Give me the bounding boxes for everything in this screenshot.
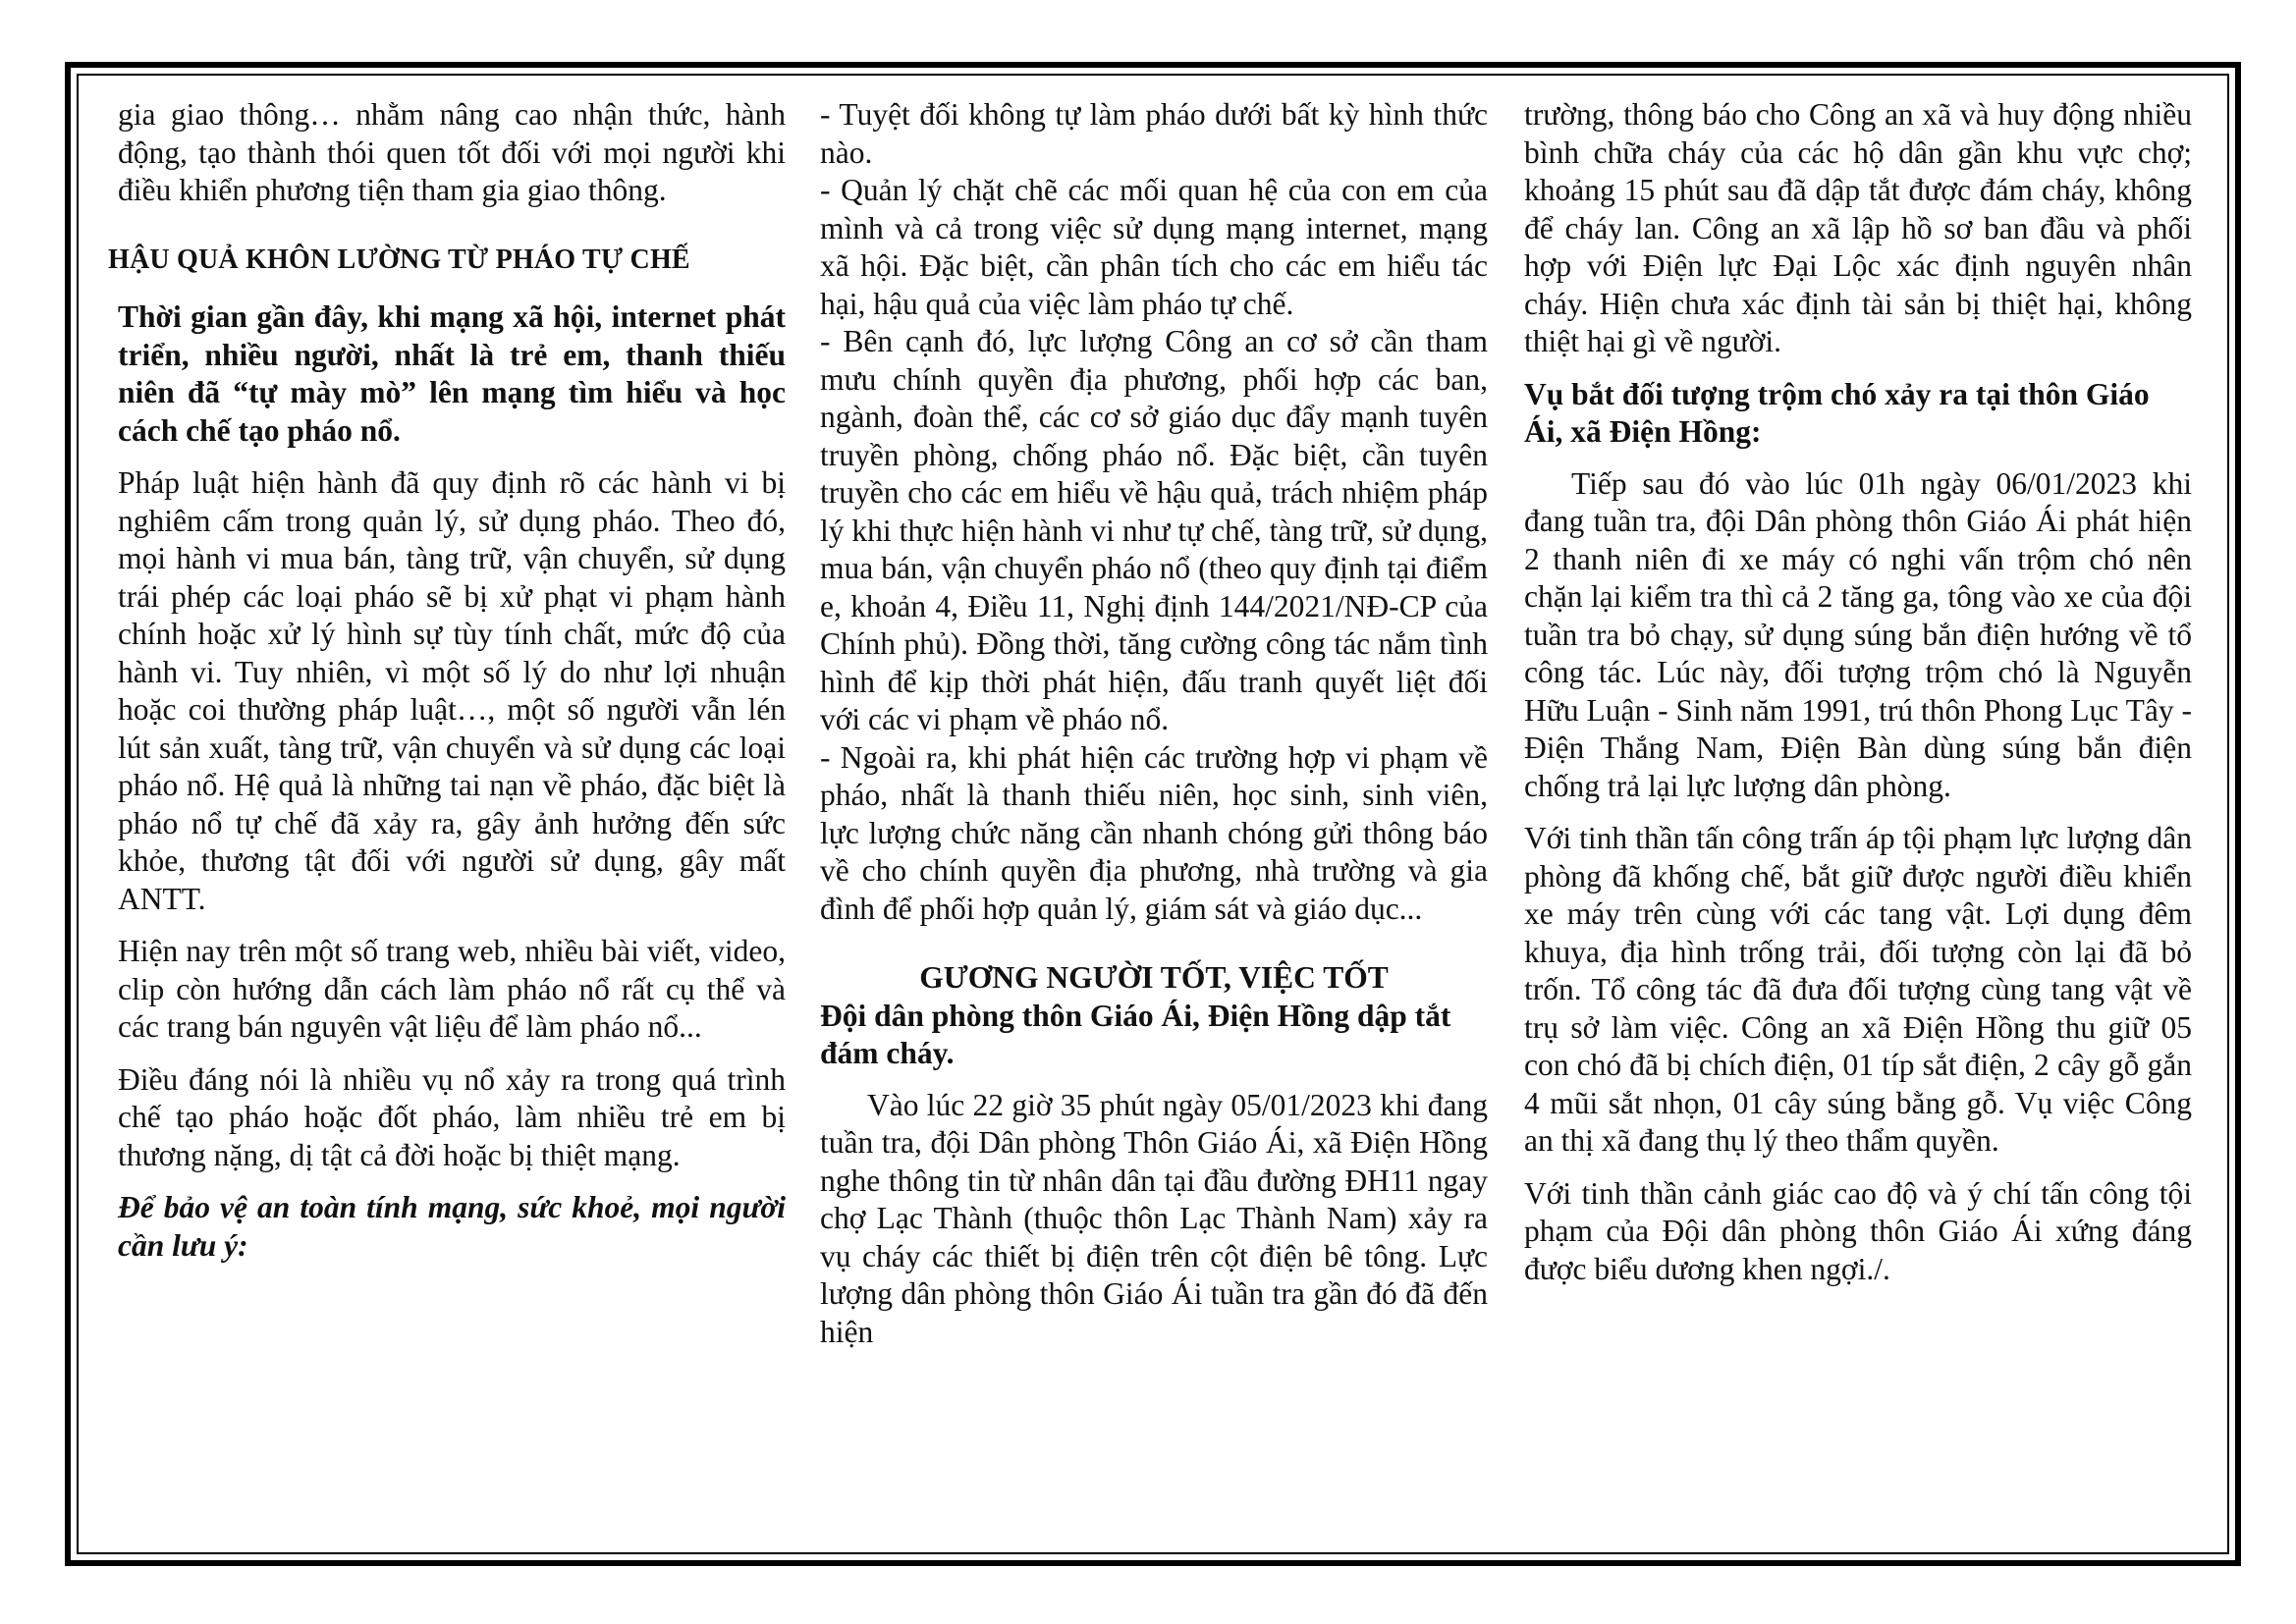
paragraph: Với tinh thần cảnh giác cao độ và ý chí tấn công tội phạm của Đội dân phòng thôn Giáo Ái xứng đáng được biểu dương khen ngợi./. <box>1524 1175 2192 1286</box>
paragraph: trường, thông báo cho Công an xã và huy động nhiều bình chữa cháy của các hộ dân gần khu vực chợ; khoảng 15 phút sau đã dập tắt được đám cháy, không để cháy lan. Công an xã lập hồ sơ ban đầu và phối hợp với Điện lực Đại Lộc xác định nguyên nhân cháy. Hiện chưa xác định tài sản bị thiệt hại, không thiệt hại gì về người. <box>1524 97 2192 358</box>
italic-note: Để bảo vệ an toàn tính mạng, sức khoẻ, mọi người cần lưu ý: <box>118 1190 786 1263</box>
bullet-item: - Quản lý chặt chẽ các mối quan hệ của con em của mình và cả trong việc sử dụng mạng internet, mạng xã hội. Đặc biệt, cần phân tích cho các em hiểu tác hại, hậu quả của việc làm pháo tự chế. <box>820 173 1488 321</box>
paragraph: Vào lúc 22 giờ 35 phút ngày 05/01/2023 khi đang tuần tra, đội Dân phòng Thôn Giáo Ái, xã Điện Hồng nghe thông tin từ nhân dân tại đầu đường ĐH11 ngay chợ Lạc Thành (thuộc thôn Lạc Thành Nam) xảy ra vụ cháy các thiết bị điện trên cột điện bê tông. Lực lượng dân phòng thôn Giáo Ái tuần tra gần đó đã đến hiện <box>820 1087 1488 1349</box>
paragraph: Pháp luật hiện hành đã quy định rõ các hành vi bị nghiêm cấm trong quản lý, sử dụng pháo. Theo đó, mọi hành vi mua bán, tàng trữ, vận chuyển, sử dụng trái phép các loại pháo sẽ bị xử phạt vi phạm hành chính hoặc xử lý hình sự tùy tính chất, mức độ của hành vi. Tuy nhiên, vì một số lý do như lợi nhuận hoặc coi thường pháp luật…, một số người vẫn lén lút sản xuất, tàng trữ, vận chuyển và sử dụng các loại pháo nổ. Hệ quả là những tai nạn về pháo, đặc biệt là pháo nổ tự chế đã xảy ra, gây ảnh hưởng đến sức khỏe, thương tật đối với người sử dụng, gây mất ANTT. <box>118 465 786 916</box>
section-heading: GƯƠNG NGƯỜI TỐT, VIỆC TỐT <box>919 960 1389 995</box>
paragraph: Điều đáng nói là nhiều vụ nổ xảy ra trong quá trình chế tạo pháo hoặc đốt pháo, làm nhiều trẻ em bị thương nặng, dị tật cả đời hoặc bị thiệt mạng. <box>118 1061 786 1172</box>
column-3 <box>1524 96 2192 1303</box>
subheading: Vụ bắt đối tượng trộm chó xảy ra tại thôn Giáo Ái, xã Điện Hồng: <box>1524 376 2150 449</box>
bullet-item: - Tuyệt đối không tự làm pháo dưới bất kỳ hình thức nào. <box>820 97 1488 170</box>
paragraph: gia giao thông… nhằm nâng cao nhận thức, hành động, tạo thành thói quen tốt đối với mọi người khi điều khiển phương tiện tham gia giao thông. <box>118 97 786 207</box>
bullet-item: - Bên cạnh đó, lực lượng Công an cơ sở cần tham mưu chính quyền địa phương, phối hợp các ban, ngành, đoàn thể, các cơ sở giáo dục đẩy mạnh tuyên truyền phòng, chống pháo nổ. Đặc biệt, cần tuyên truyền cho các em hiểu về hậu quả, trách nhiệm pháp lý khi thực hiện hành vi như tự chế, tàng trữ, sử dụng, mua bán, vận chuyển pháo nổ (theo quy định tại điểm e, khoản 4, Điều 11, Nghị định 144/2021/NĐ-CP của Chính phủ). Đồng thời, tăng cường công tác nắm tình hình để kịp thời phát hiện, đấu tranh quyết liệt đối với các vi phạm về pháo nổ. <box>820 324 1488 736</box>
section-heading: HẬU QUẢ KHÔN LƯỜNG TỪ PHÁO TỰ CHẾ <box>108 244 690 275</box>
subheading: Đội dân phòng thôn Giáo Ái, Điện Hồng dập tắt đám cháy. <box>820 998 1451 1070</box>
column-2 <box>820 96 1488 1366</box>
bullet-item: - Ngoài ra, khi phát hiện các trường hợp vi phạm về pháo, nhất là thanh thiếu niên, học sinh, sinh viên, lực lượng chức năng cần nhanh chóng gửi thông báo về cho chính quyền địa phương, nhà trường và gia đình để phối hợp quản lý, giám sát và giáo dục... <box>820 739 1488 926</box>
paragraph: Với tinh thần tấn công trấn áp tội phạm lực lượng dân phòng đã khống chế, bắt giữ được người điều khiển xe máy trên cùng với các tang vật. Lợi dụng đêm khuya, địa hình trống trải, đối tượng còn lại đã bỏ trốn. Tổ công tác đã đưa đối tượng cùng tang vật về trụ sở làm việc. Công an xã Điện Hồng thu giữ 05 con chó đã bị chích điện, 01 típ sắt điện, 2 cây gỗ gắn 4 mũi sắt nhọn, 01 cây súng bằng gỗ. Vụ việc Công an thị xã đang thụ lý theo thẩm quyền. <box>1524 821 2192 1158</box>
paragraph: Tiếp sau đó vào lúc 01h ngày 06/01/2023 khi đang tuần tra, đội Dân phòng thôn Giáo Ái phát hiện 2 thanh niên đi xe máy có nghi vấn trộm chó nên chặn lại kiểm tra thì cả 2 tăng ga, tông vào xe của đội tuần tra bỏ chạy, sử dụng súng bắn điện hướng về tổ công tác. Lúc này, đối tượng trộm chó là Nguyễn Hữu Luận - Sinh năm 1991, trú thôn Phong Lục Tây - Điện Thắng Nam, Điện Bàn dùng súng bắn điện chống trả lại lực lượng dân phòng. <box>1524 465 2192 803</box>
column-1 <box>108 96 786 1279</box>
lead-paragraph: Thời gian gần đây, khi mạng xã hội, internet phát triển, nhiều người, nhất là trẻ em, thanh thiếu niên đã “tự mày mò” lên mạng tìm hiểu và học cách chế tạo pháo nổ. <box>118 299 786 448</box>
paragraph: Hiện nay trên một số trang web, nhiều bài viết, video, clip còn hướng dẫn cách làm pháo nổ rất cụ thể và các trang bán nguyên vật liệu để làm pháo nổ... <box>118 934 786 1044</box>
